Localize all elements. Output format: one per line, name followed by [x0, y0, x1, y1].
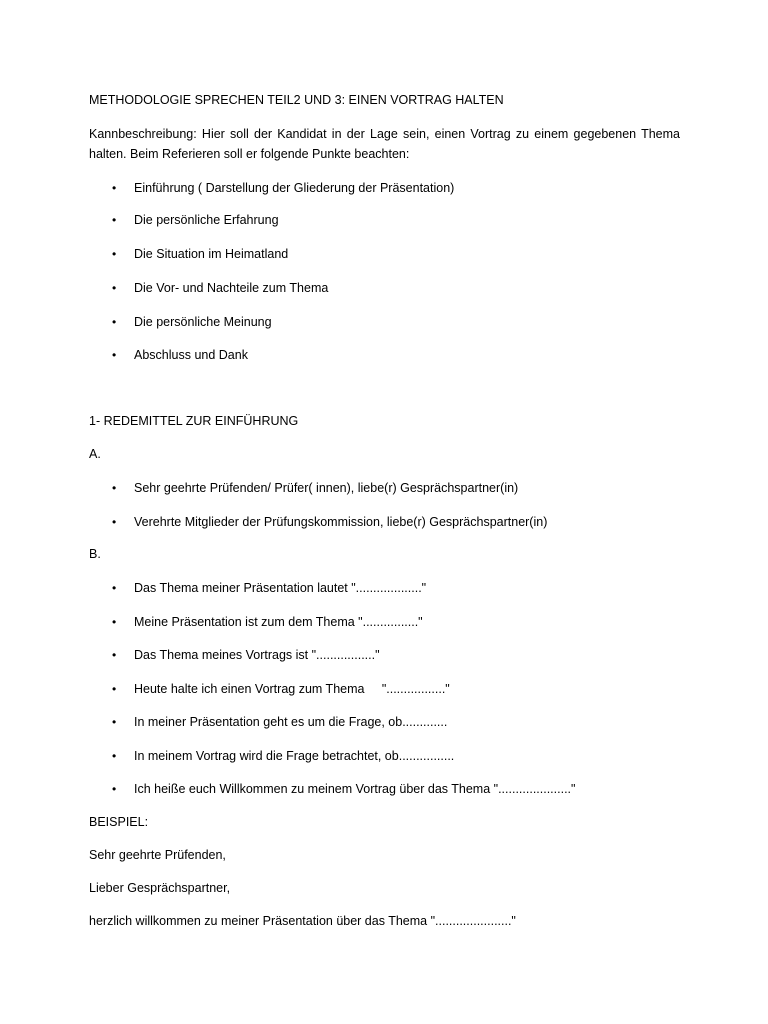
example-line: Sehr geehrte Prüfenden,: [89, 848, 226, 862]
example-line: herzlich willkommen zu meiner Präsentation über das Thema "......................": [89, 914, 516, 928]
list-item-text: Ich heiße euch Willkommen zu meinem Vortrag über das Thema ".....................": [134, 782, 576, 796]
bullet-icon: •: [112, 715, 117, 729]
list-item-text: Verehrte Mitglieder der Prüfungskommission, liebe(r) Gesprächspartner(in): [134, 515, 548, 529]
list-item-text: Die Vor- und Nachteile zum Thema: [134, 281, 329, 295]
bullet-icon: •: [112, 281, 117, 295]
subsection-label-b: B.: [89, 547, 101, 561]
bullet-icon: •: [112, 213, 117, 227]
list-item-text: Die persönliche Erfahrung: [134, 213, 279, 227]
list-item-text: Das Thema meiner Präsentation lautet "...................": [134, 581, 427, 595]
list-item-text: Meine Präsentation ist zum dem Thema "................": [134, 615, 423, 629]
bullet-icon: •: [112, 782, 117, 796]
bullet-icon: •: [112, 515, 117, 529]
can-do-description: Kannbeschreibung: Hier soll der Kandidat in der Lage sein, einen Vortrag zu einem gegebenen Thema halten. Beim Referieren soll er folgende Punkte beachten:: [89, 127, 680, 161]
list-item-text: In meiner Präsentation geht es um die Frage, ob.............: [134, 715, 448, 729]
list-item-text: Abschluss und Dank: [134, 348, 248, 362]
bullet-icon: •: [112, 749, 117, 763]
list-item-text: Die Situation im Heimatland: [134, 247, 289, 261]
document-title: METHODOLOGIE SPRECHEN TEIL2 UND 3: EINEN VORTRAG HALTEN: [89, 93, 504, 107]
bullet-icon: •: [112, 315, 117, 329]
list-item-text: Das Thema meines Vortrags ist ".................": [134, 648, 380, 662]
bullet-icon: •: [112, 648, 117, 662]
example-label: BEISPIEL:: [89, 815, 149, 829]
bullet-icon: •: [112, 348, 117, 362]
bullet-icon: •: [112, 581, 117, 595]
list-item-text: Heute halte ich einen Vortrag zum Thema ".................": [134, 682, 450, 696]
bullet-icon: •: [112, 682, 117, 696]
section-heading: 1- REDEMITTEL ZUR EINFÜHRUNG: [89, 414, 299, 428]
list-item-text: Einführung ( Darstellung der Gliederung der Präsentation): [134, 181, 455, 195]
list-item-text: In meinem Vortrag wird die Frage betrachtet, ob................: [134, 749, 455, 763]
bullet-icon: •: [112, 247, 117, 261]
bullet-icon: •: [112, 615, 117, 629]
subsection-label-a: A.: [89, 447, 101, 461]
bullet-icon: •: [112, 181, 117, 195]
example-line: Lieber Gesprächspartner,: [89, 881, 231, 895]
bullet-icon: •: [112, 481, 117, 495]
list-item-text: Die persönliche Meinung: [134, 315, 272, 329]
list-item-text: Sehr geehrte Prüfenden/ Prüfer( innen), liebe(r) Gesprächspartner(in): [134, 481, 519, 495]
